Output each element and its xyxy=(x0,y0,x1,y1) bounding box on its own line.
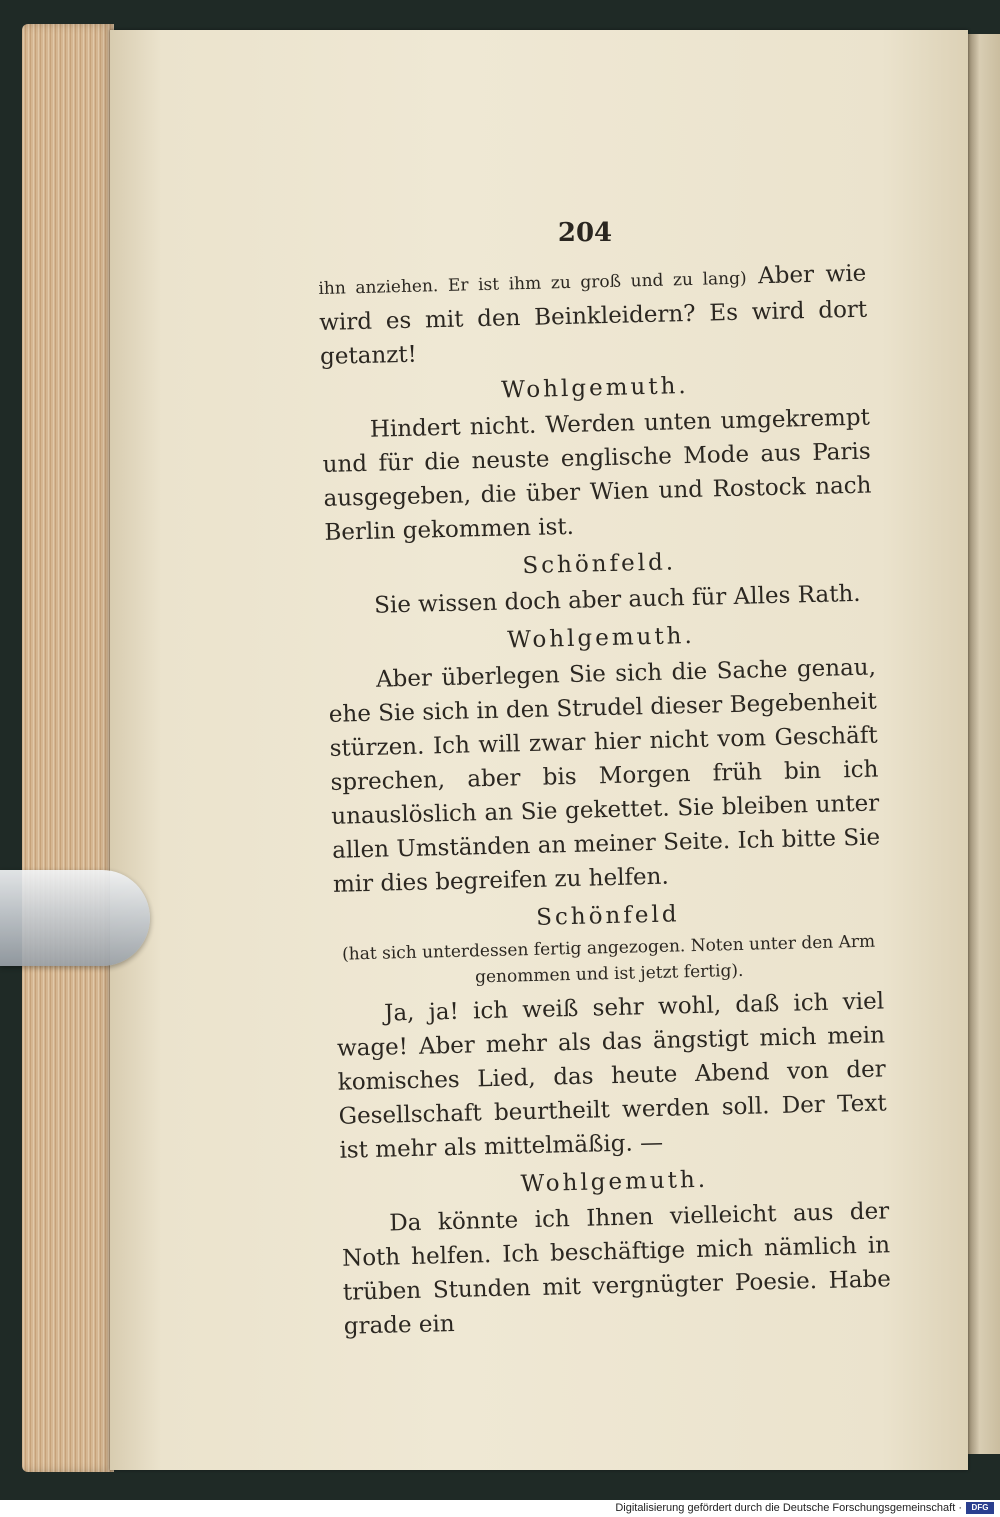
continued-line xyxy=(318,257,868,374)
stage-direction: (hat sich unterdessen fertig angezogen. Noten unter den Arm genommen und ist jetzt fertig). xyxy=(341,931,876,988)
speaker-name: Wohlgemuth. xyxy=(520,1166,709,1198)
footer-credit-bar xyxy=(0,1500,1000,1517)
speaker-name: Wohlgemuth. xyxy=(500,372,689,404)
speaker-name: Schönfeld xyxy=(535,901,680,931)
book-page-edges xyxy=(22,24,114,1472)
page-holder-clip xyxy=(0,870,150,966)
stage-direction-tail: ihn anziehen. Er ist ihm zu groß und zu lang) xyxy=(318,268,747,299)
dialogue-paragraph: Ja, ja! ich weiß sehr wohl, daß ich viel wage! Aber mehr als das ängstigt mich mein komisches Lied, das heute Abend von der Gesellschaft beurtheilt werden soll. Der Text ist mehr als mittelmäßig. — xyxy=(336,988,887,1164)
page-number: 204 xyxy=(557,218,613,248)
speaker-name: Schönfeld. xyxy=(522,549,677,580)
dialogue-paragraph: Sie wissen doch aber auch für Alles Rath. xyxy=(373,580,861,619)
next-page-edge xyxy=(966,34,1000,1454)
dialogue-paragraph: Hindert nicht. Werden unten umgekrempt und für die neuste englische Mode aus Paris ausgegeben, die über Wien und Rostock nach Berlin gekommen ist. xyxy=(322,404,872,546)
dialogue-text: Aber wie wird es mit den Beinkleidern? Es wird dort getanzt! xyxy=(318,260,868,370)
dialogue-paragraph: Da könnte ich Ihnen vielleicht aus der Noth helfen. Ich beschäftige mich nämlich in trüben Stunden mit vergnügter Poesie. Habe grade ein xyxy=(341,1198,892,1340)
dialogue-paragraph: Aber überlegen Sie sich die Sache genau, ehe Sie sich in den Strudel dieser Begebenheit stürzen. Ich will zwar hier nicht vom Geschäft sprechen, aber bis Morgen früh bin ich unauslöslich an Sie gekettet. Sie bleiben unter allen Umständen an meiner Seite. Ich bitte Sie mir dies begreifen zu helfen. xyxy=(328,654,881,898)
speaker-name: Wohlgemuth. xyxy=(507,622,696,654)
dfg-logo: DFG xyxy=(966,1502,994,1514)
page-text xyxy=(318,257,892,1344)
footer-credit-text: Digitalisierung gefördert durch die Deutsche Forschungsgemeinschaft · xyxy=(615,1502,962,1514)
